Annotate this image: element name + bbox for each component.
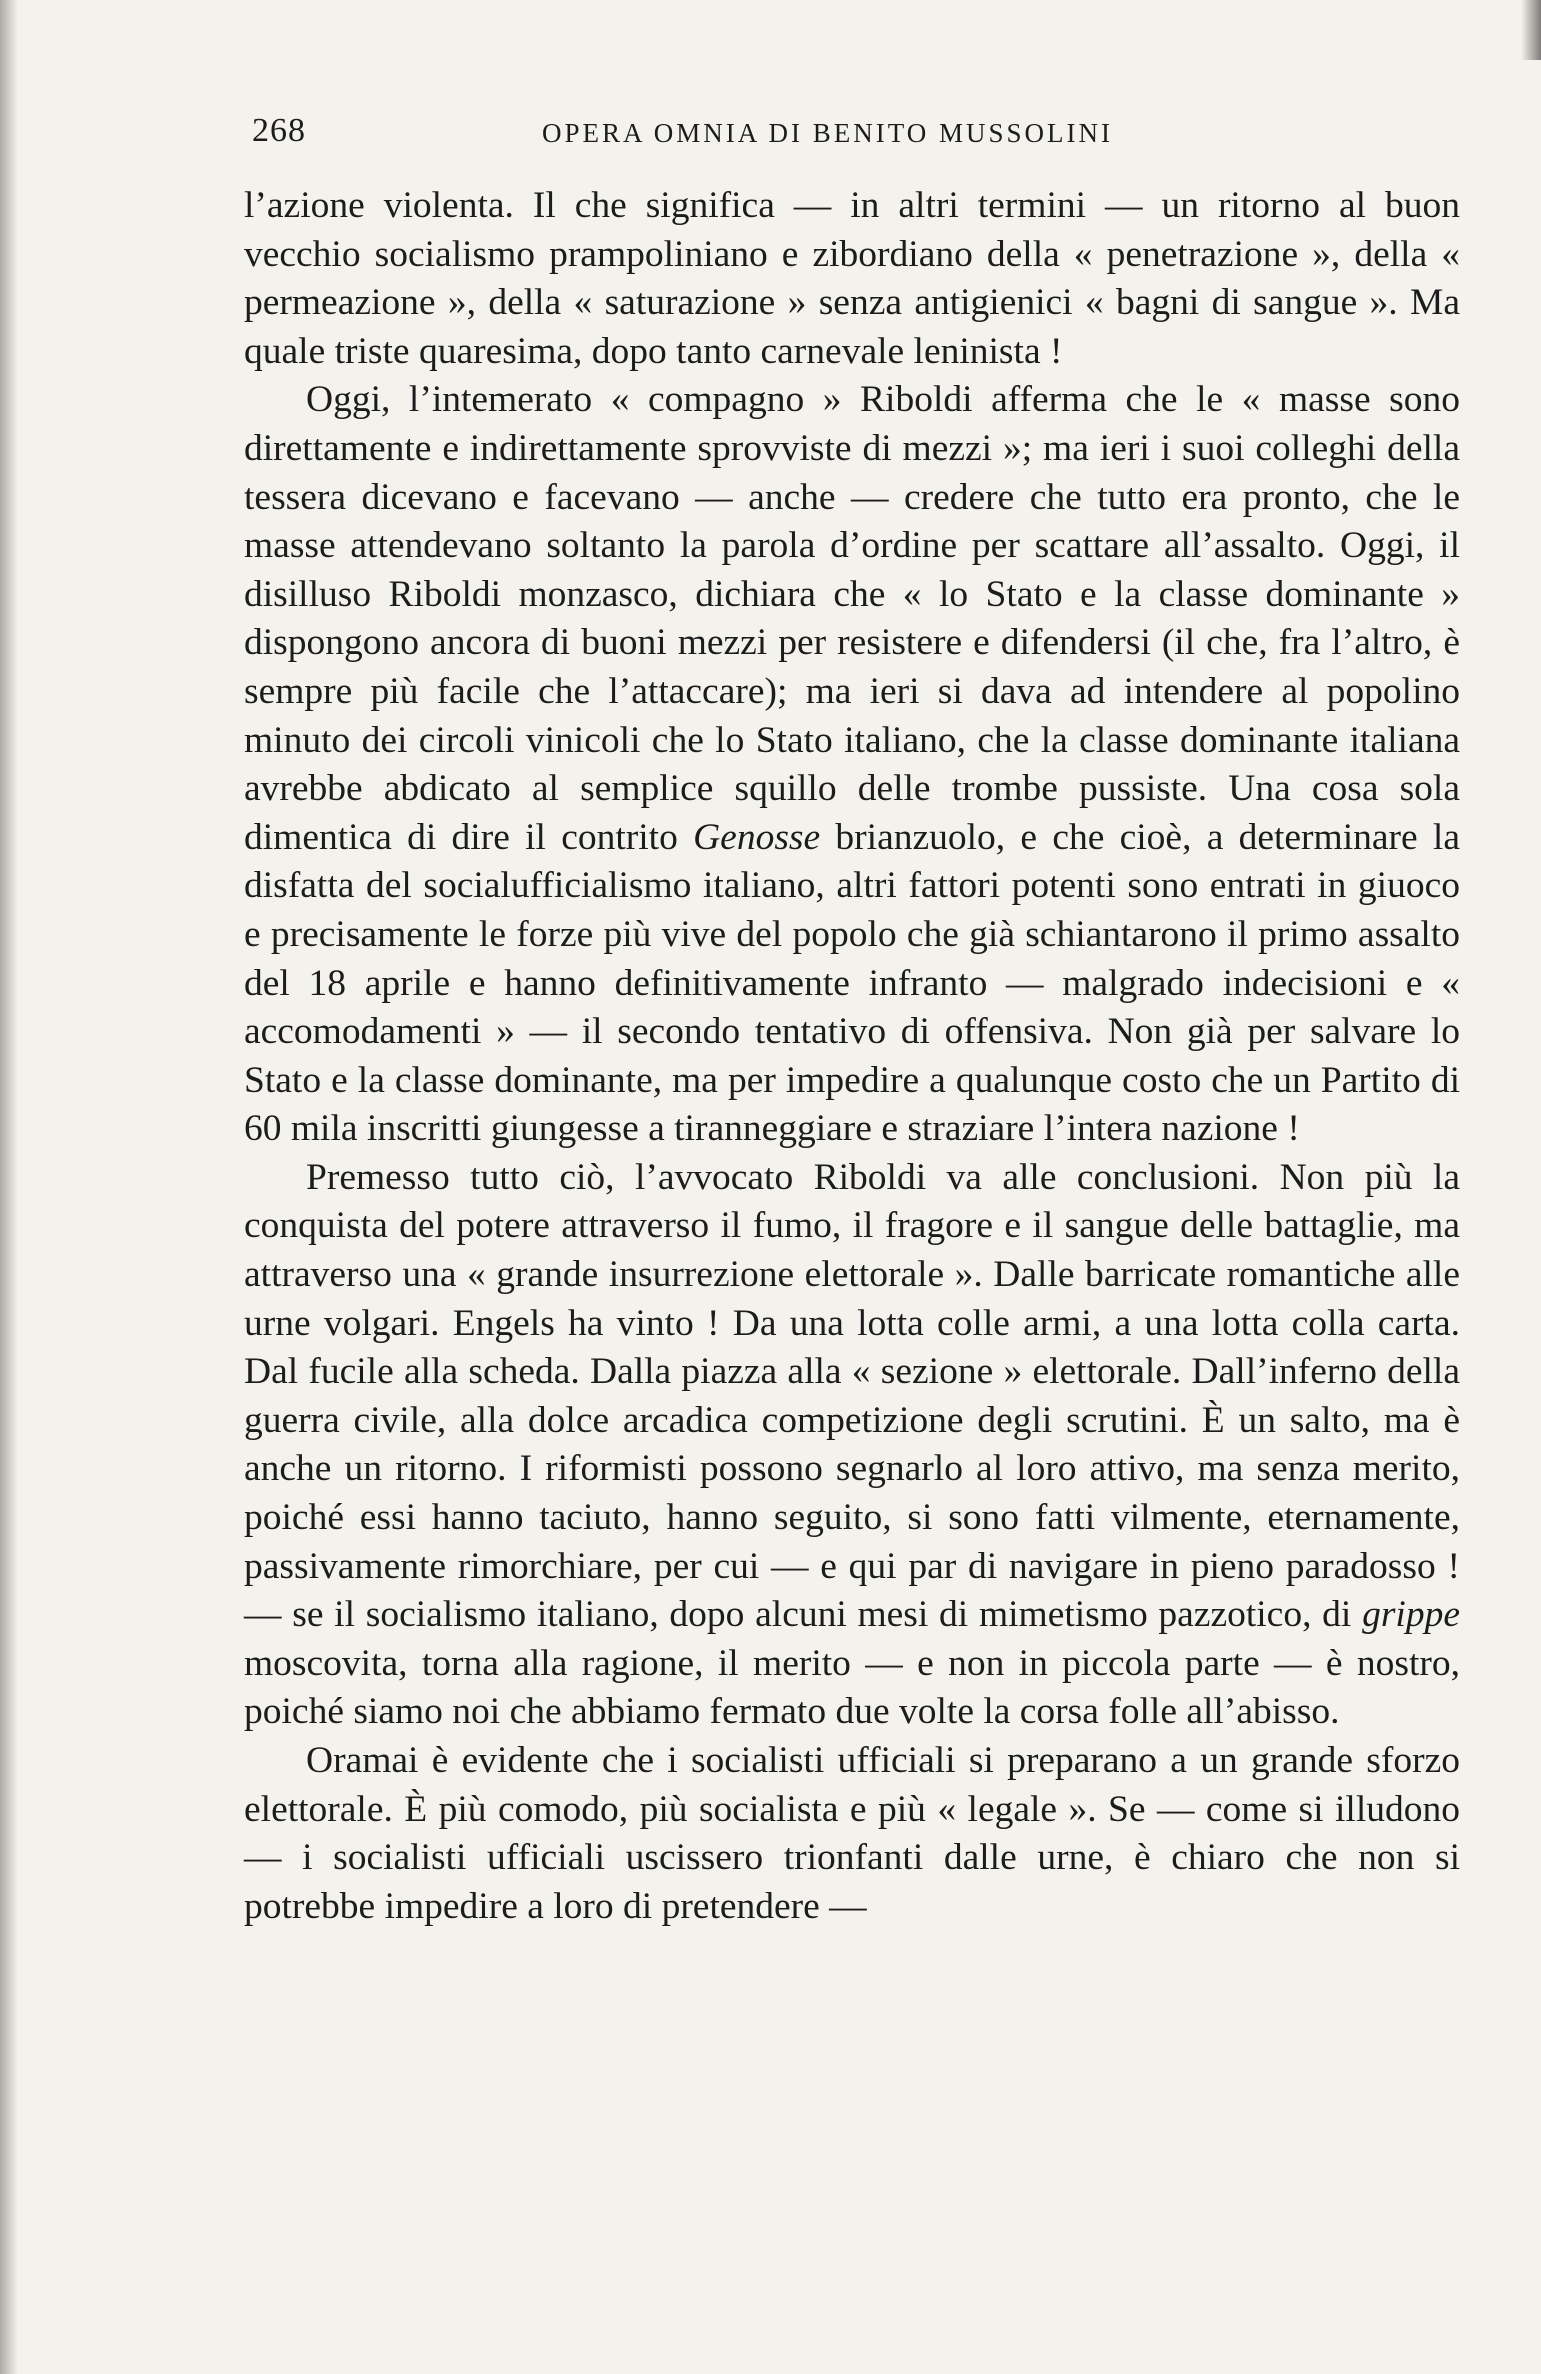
paragraph-3	[244, 1154, 1460, 1737]
paragraph-4: Oramai è evidente che i socialisti ufficiali si preparano a un grande sforzo elettorale. È più comodo, più socialista e più « legale ». Se — come si illudono — i socialisti ufficiali uscissero trionfanti dalle urne, è chiaro che non si potrebbe impedire a loro di pretendere —	[244, 1740, 1460, 1927]
page-edge-shadow	[0, 0, 18, 2374]
page-number: 268	[252, 112, 306, 149]
paragraph-2-italic: Genosse	[693, 816, 821, 858]
page-header	[252, 112, 1460, 162]
paragraph-3-text-b: moscovita, torna alla ragione, il merito — e non in piccola parte — è nostro, poiché siamo noi che abbiamo fermato due volte la corsa folle all’abisso.	[244, 1642, 1460, 1733]
paragraph-2-text-b: brianzuolo, e che cioè, a determinare la disfatta del socialufficialismo italiano, altri fattori potenti sono entrati in giuoco e precisamente le forze più vive del popolo che già schiantarono il primo assalto del 18 aprile e hanno definitivamente infranto — malgrado indecisioni e « accomodamenti » — il secondo tentativo di offensiva. Non già per salvare lo Stato e la classe dominante, ma per impedire a qualunque costo che un Partito di 60 mila inscritti giungesse a tiranneggiare e straziare l’intera nazione !	[244, 816, 1460, 1150]
paragraph-2	[244, 376, 1460, 1154]
scan-corner-mark	[1521, 0, 1541, 60]
paragraph-1: l’azione violenta. Il che significa — in altri termini — un ritorno al buon vecchio socialismo prampoliniano e zibordiano della « penetrazione », della « permeazione », della « saturazione » senza antigienici « bagni di sangue ». Ma quale triste quaresima, dopo tanto carnevale leninista !	[244, 185, 1460, 372]
paragraph-2-text-a: Oggi, l’intemerato « compagno » Riboldi afferma che le « masse sono direttamente e indirettamente sprovviste di mezzi »; ma ieri i suoi colleghi della tessera dicevano e facevano — anche — credere che tutto era pronto, che le masse attendevano soltanto la parola d’ordine per scattare all’assalto. Oggi, il disilluso Riboldi monzasco, dichiara che « lo Stato e la classe dominante » dispongono ancora di buoni mezzi per resistere e difendersi (il che, fra l’altro, è sempre più facile che l’attaccare); ma ieri si dava ad intendere al popolino minuto dei circoli vinicoli che lo Stato italiano, che la classe dominante italiana avrebbe abdicato al semplice squillo delle trombe pussiste. Una cosa sola dimentica di dire il contrito	[244, 379, 1460, 858]
paragraph-3-italic: grippe	[1362, 1594, 1460, 1636]
paragraph-3-text-a: Premesso tutto ciò, l’avvocato Riboldi va alle conclusioni. Non più la conquista del potere attraverso il fumo, il fragore e il sangue delle battaglie, ma attraverso una « grande insurrezione elettorale ». Dalle barricate romantiche alle urne volgari. Engels ha vinto ! Da una lotta colle armi, a una lotta colla carta. Dal fucile alla scheda. Dalla piazza alla « sezione » elettorale. Dall’inferno della guerra civile, alla dolce arcadica competizione degli scrutini. È un salto, ma è anche un ritorno. I riformisti possono segnarlo al loro attivo, ma senza merito, poiché essi hanno taciuto, hanno seguito, si sono fatti vilmente, eternamente, passivamente rimorchiare, per cui — e qui par di navigare in pieno paradosso ! — se il socialismo italiano, dopo alcuni mesi di mimetismo pazzotico, di	[244, 1156, 1460, 1636]
body-text	[244, 182, 1460, 1931]
running-title: OPERA OMNIA DI BENITO MUSSOLINI	[542, 118, 1114, 148]
